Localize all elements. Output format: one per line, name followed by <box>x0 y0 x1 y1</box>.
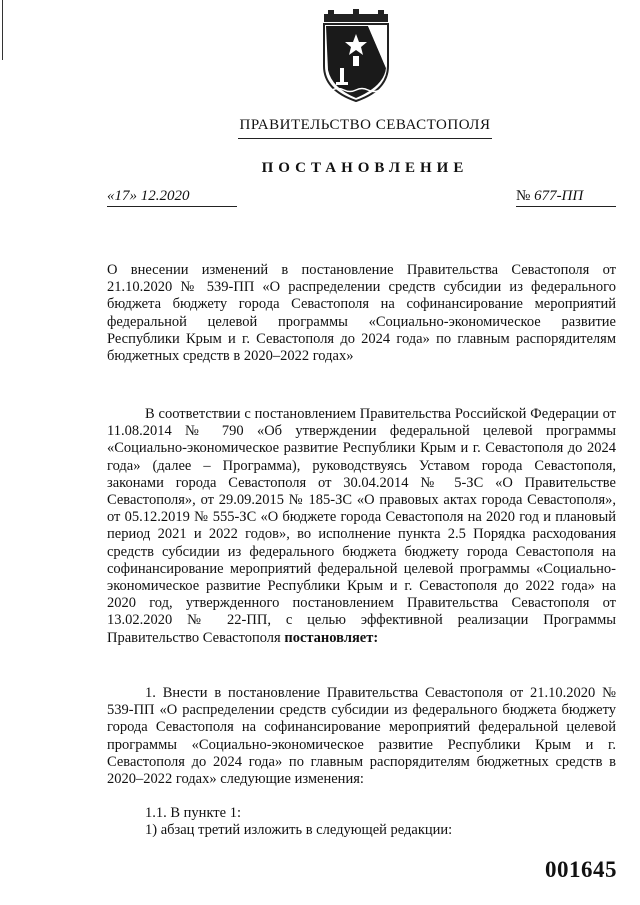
government-name: ПРАВИТЕЛЬСТВО СЕВАСТОПОЛЯ <box>239 117 491 133</box>
document-number <box>516 186 616 207</box>
serial-number: 001645 <box>545 857 617 882</box>
number-prefix: № <box>516 188 531 204</box>
preamble-text: В соответствии с постановлением Правительства Российской Федерации от 11.08.2014 № 790 «Об утверждении федеральной целевой программы «Социально-экономическое развитие Республики Крым и г. Севастополя до 2024 года» (далее – Программа), руководствуясь Уставом города Севастополя, законами города Севастополя от 30.04.2014 № 5-ЗС «О Правительстве Севастополя», от 29.09.2015 № 185-ЗС «О правовых актах города Севастополя», от 05.12.2019 № 555-ЗС «О бюджете города Севастополя на 2020 год и плановый период 2021 и 2022 годов», во исполнение пункта 2.5 Порядка расходования средств субсидии из федерального бюджета бюджету города Севастополя на софинансирование мероприятий федеральной целевой программы «Социально-экономическое развитие Республики Крым и г. Севастополя до 2022 года» на 2020 год, утвержденного постановлением Правительства Севастополя от 13.02.2020 № 22-ПП, с целью эффективной реализации Программы Правительство Севастополя <box>107 406 616 646</box>
document-type: ПОСТАНОВЛЕНИЕ <box>261 160 469 176</box>
scan-edge-line <box>2 0 3 60</box>
government-underline <box>238 138 492 139</box>
item-1-paragraph: 1. Внести в постановление Правительства Севастополя от 21.10.2020 № 539-ПП «О распределении средств субсидии из федерального бюджета бюджету города Севастополя на софинансирование мероприятий федеральной целевой программы «Социально-экономическое развитие Республики Крым и г. Севастополя до 2024 года» по главным распорядителям бюджетных средств в 2020–2022 годах» следующие изменения: <box>107 685 616 788</box>
number-value: 677-ПП <box>534 188 584 204</box>
item-1-1-line: 1.1. В пункте 1: <box>145 805 241 821</box>
sevastopol-coat-of-arms-icon <box>318 8 394 104</box>
preamble-paragraph <box>107 406 616 647</box>
document-date: «17» 12.2020 <box>107 186 237 207</box>
item-1-1-1-line: 1) абзац третий изложить в следующей редакции: <box>145 822 453 838</box>
document-title: О внесении изменений в постановление Правительства Севастополя от 21.10.2020 № 539-ПП «О распределении средств субсидии из федерального бюджета бюджету города Севастополя на софинансирование мероприятий федеральной целевой программы «Социально-экономическое развитие Республики Крым и г. Севастополя до 2024 года» по главным распорядителям бюджетных средств в 2020–2022 годах» <box>107 262 616 365</box>
preamble-verb: постановляет: <box>284 629 379 646</box>
